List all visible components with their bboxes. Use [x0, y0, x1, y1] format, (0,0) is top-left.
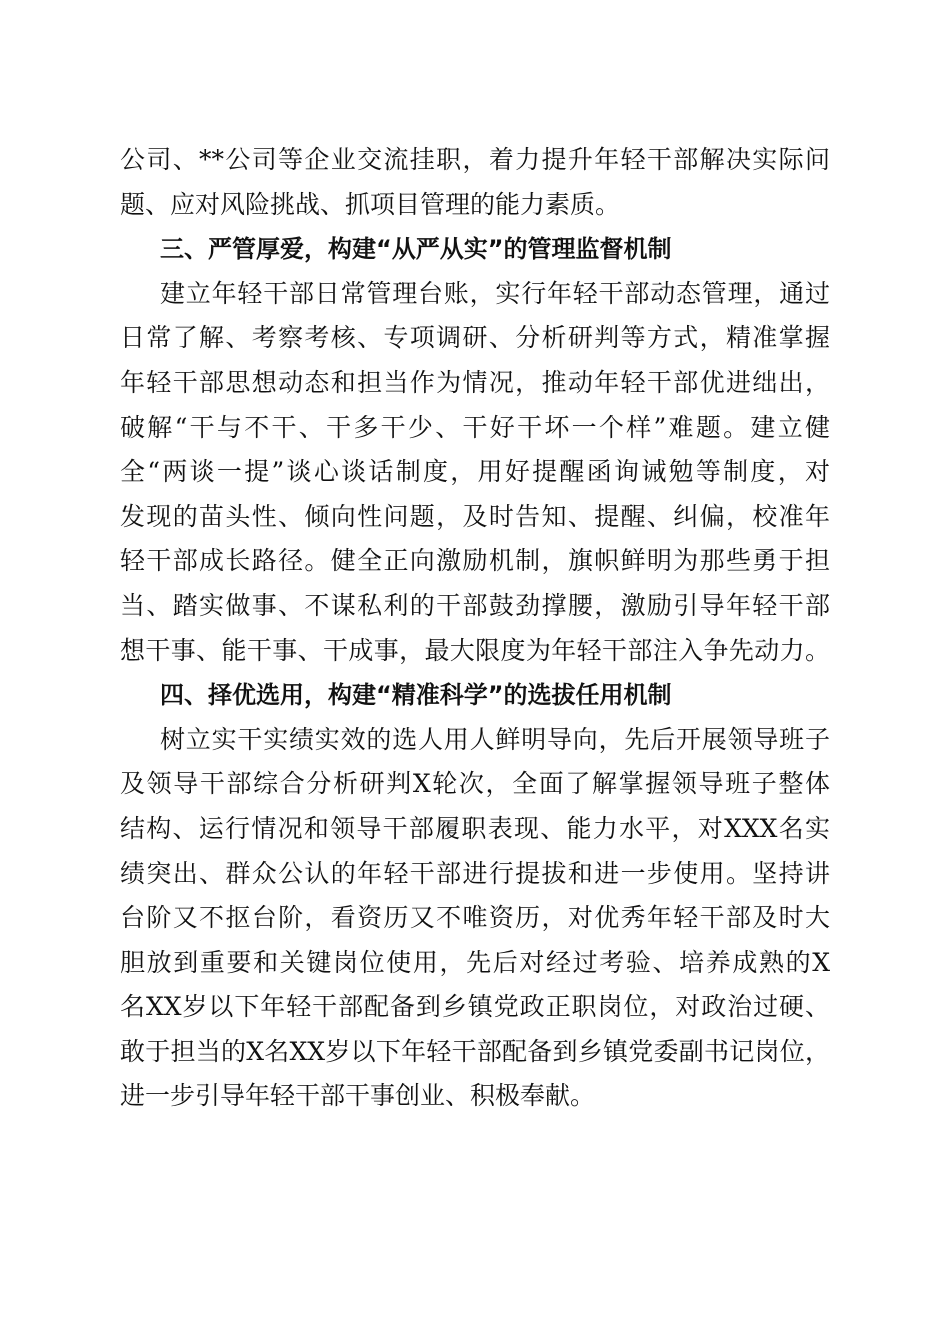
paragraph-line: 题、应对风险挑战、抓项目管理的能力素质。: [120, 189, 621, 219]
paragraph-line: 公司、**公司等企业交流挂职，着力提升年轻干部解决实际问: [120, 145, 830, 174]
paragraph-line: 全“两谈一提”谈心谈话制度，用好提醒函询诫勉等制度，对: [120, 457, 830, 487]
paragraph-line: 建立年轻干部日常管理台账，实行年轻干部动态管理，通过: [160, 278, 830, 308]
intro-paragraph: [120, 138, 830, 227]
paragraph-line: 敢于担当的X名XX岁以下年轻干部配备到乡镇党委副书记岗位，: [120, 1036, 830, 1066]
paragraph-line: 绩突出、群众公认的年轻干部进行提拔和进一步使用。坚持讲: [120, 858, 830, 888]
section-3-paragraph: [120, 272, 830, 673]
paragraph-line: 日常了解、考察考核、专项调研、分析研判等方式，精准掌握: [120, 323, 830, 353]
section-4-paragraph: [120, 718, 830, 1119]
paragraph-line: 结构、运行情况和领导干部履职表现、能力水平，对XXX名实: [120, 813, 830, 843]
paragraph-line: 发现的苗头性、倾向性问题，及时告知、提醒、纠偏，校准年: [120, 501, 830, 531]
paragraph-line: 进一步引导年轻干部干事创业、积极奉献。: [120, 1081, 596, 1111]
section-4-heading: 四、择优选用，构建“精准科学”的选拔任用机制: [160, 681, 672, 710]
paragraph-line: 及领导干部综合分析研判X轮次，全面了解掌握领导班子整体: [120, 769, 830, 799]
document-body: [120, 138, 830, 1119]
paragraph-line: 想干事、能干事、干成事，最大限度为年轻干部注入争先动力。: [120, 635, 830, 665]
paragraph-line: 年轻干部思想动态和担当作为情况，推动年轻干部优进绌出，: [120, 367, 830, 397]
paragraph-line: 树立实干实绩实效的选人用人鲜明导向，先后开展领导班子: [160, 724, 830, 754]
paragraph-line: 胆放到重要和关键岗位使用，先后对经过考验、培养成熟的X: [120, 947, 830, 977]
paragraph-line: 台阶又不抠台阶，看资历又不唯资历，对优秀年轻干部及时大: [120, 903, 830, 933]
paragraph-line: 轻干部成长路径。健全正向激励机制，旗帜鲜明为那些勇于担: [120, 546, 830, 576]
paragraph-line: 破解“干与不干、干多干少、干好干坏一个样”难题。建立健: [120, 412, 830, 442]
paragraph-line: 名XX岁以下年轻干部配备到乡镇党政正职岗位，对政治过硬、: [120, 992, 830, 1022]
section-3-heading: 三、严管厚爱，构建“从严从实”的管理监督机制: [160, 235, 672, 264]
paragraph-line: 当、踏实做事、不谋私利的干部鼓劲撑腰，激励引导年轻干部: [120, 590, 830, 620]
